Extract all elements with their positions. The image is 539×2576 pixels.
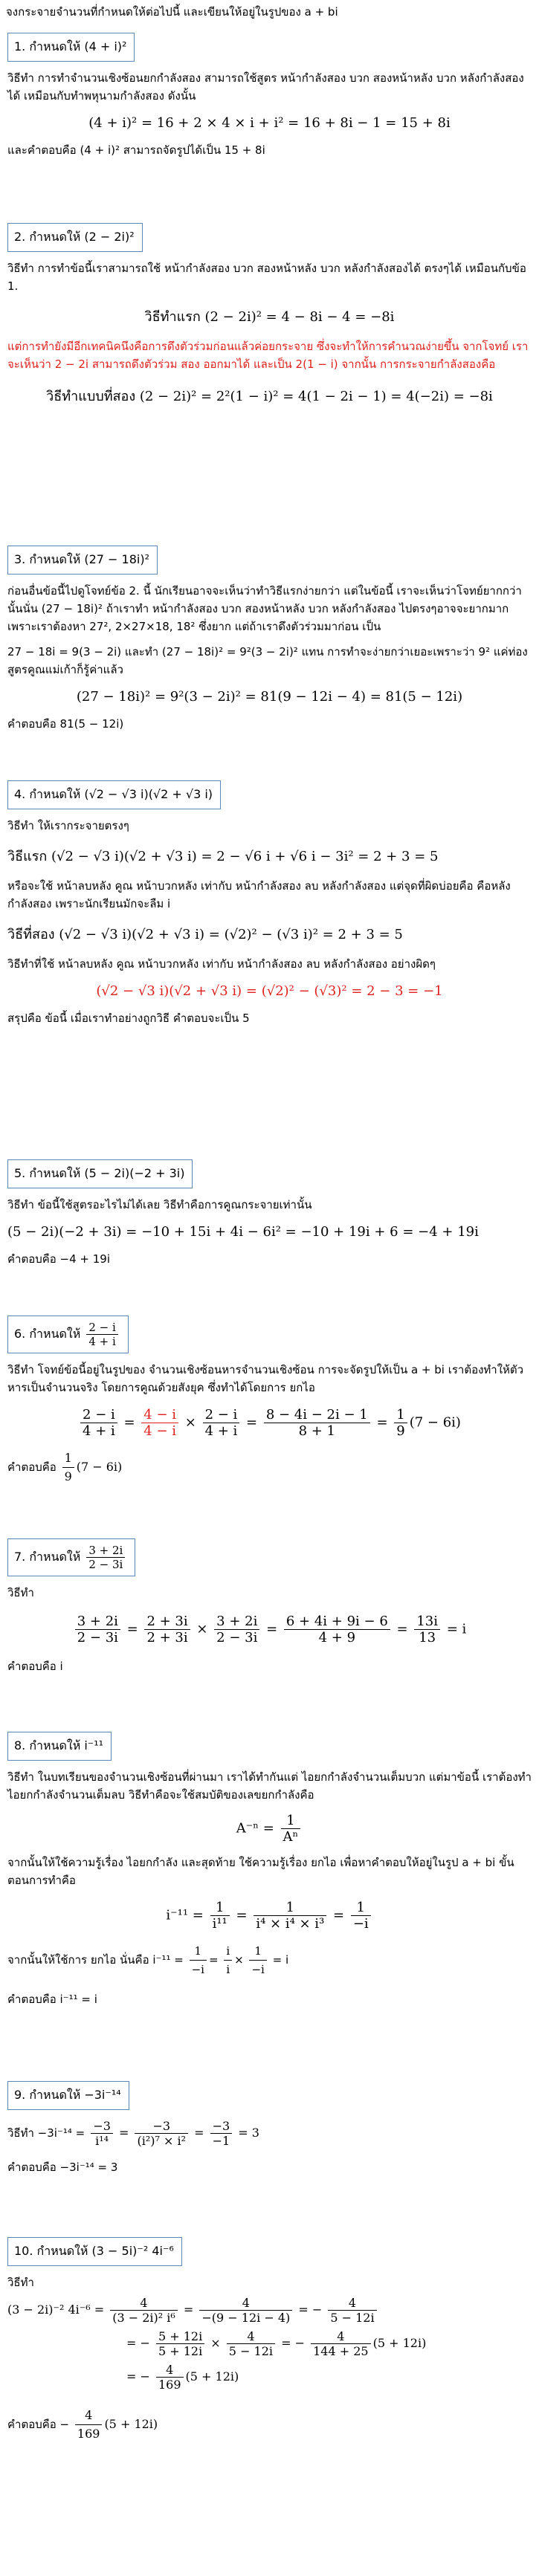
q10-answer: คำตอบคือ − $\frac{4}{169}$ (5 + 12i)	[7, 2408, 158, 2441]
q4-equation-1: วิธีแรก (√2 − √3 i)(√2 + √3 i) = 2 − √6 i + √6 i − 3i² = 2 + 3 = 5	[7, 849, 439, 864]
intro-text: จงกระจายจำนวนที่กำหนดให้ต่อไปนี้ และเขียนให้อยู่ในรูปของ a + bi	[6, 5, 338, 19]
question-10	[7, 2237, 532, 2443]
q3-answer: คำตอบคือ 81(5 − 12i)	[7, 717, 124, 731]
q8-answer: คำตอบคือ i⁻¹¹ = i	[7, 1993, 97, 2006]
q10-equation-row-3: = − $\frac{4}{169}$ (5 + 12i)	[126, 2363, 239, 2392]
q5-explanation: วิธีทำ ข้อนี้ใช้สูตรอะไรไม่ได้เลย วิธีทำคือการคูณกระจายเท่านั้น	[7, 1198, 312, 1211]
question-8	[7, 1732, 532, 2008]
question-2-label: 2. กำหนดให้ (2 − 2i)²	[7, 223, 143, 252]
q8-exponent-law: A⁻ⁿ = $\frac{1}{\text{Aⁿ}}$	[7, 1813, 532, 1845]
q4-equation-2: วิธีที่สอง (√2 − √3 i)(√2 + √3 i) = (√2)² − (√3 i)² = 2 + 3 = 5	[7, 927, 403, 942]
question-5	[7, 1159, 532, 1268]
q3-explanation-1: ก่อนอื่นข้อนี้ไปดูโจทย์ข้อ 2. นี้ นักเรียนอาจจะเห็นว่าทำวิธีแรกง่ายกว่า แต่ในข้อนี้ เราจะเห็นว่าโจทย์ยากกว่านั้นนั่น (27 − 18i)² ถ้าเราทำ หน้ากำลังสอง บวก สองหน้าหลัง บวก หลังกำลังสอง ไปตรงๆอาจจะยากมาก เพราะเราต้องหา 27², 2×27×18, 18² ซึ่งยาก แต่ถ้าเราดึงตัวร่วมมาก่อน เป็น	[7, 584, 522, 633]
q4-explanation: วิธีทำ ให้เรากระจายตรงๆ	[7, 819, 129, 832]
q6-equation: $\frac{2 - i}{4 + i}$ = $\frac{4 - i}{4 - i}$ × $\frac{2 - i}{4 + i}$ = $\frac{8 - 4i - 2i - 1}{8 + 1}$ = $\frac{1}{9}$ (7 − 6i)	[7, 1407, 532, 1439]
q10-explanation: วิธีทำ	[7, 2276, 34, 2289]
q8-explanation-2: จากนั้นให้ใช้ความรู้เรื่อง ไอยกกำลัง และสุดท้าย ใช้ความรู้เรื่อง ยกไอ เพื่อหาคำตอบให้อยู่ในรูป a + bi ขั้นตอนการทำคือ	[7, 1856, 514, 1887]
q4-explanation-3: วิธีทำที่ใช้ หน้าลบหลัง คูณ หน้าบวกหลัง เท่ากับ หน้ากำลังสอง ลบ หลังกำลังสอง อย่างผิดๆ	[7, 957, 436, 971]
question-3	[7, 546, 532, 733]
q3-equation: (27 − 18i)² = 9²(3 − 2i)² = 81(9 − 12i − 4) = 81(5 − 12i)	[76, 689, 463, 705]
q8-explanation: วิธีทำ ในบทเรียนของจำนวนเชิงซ้อนที่ผ่านมา เราได้ทำกันแต่ ไอยกกำลังจำนวนเต็มบวก แต่มาข้อนี้ เราต้องทำ ไอยกกำลังจำนวนเต็มลบ วิธีทำคือจะใช้สมบัติของเลขยกกำลังคือ	[7, 1770, 532, 1802]
question-6	[7, 1315, 532, 1486]
q8-equation: i⁻¹¹ = $\frac{1}{\text{i¹¹}}$ = $\frac{1}{\text{i⁴ × i⁴ × i³}}$ = $\frac{1}{-i}$	[7, 1900, 532, 1932]
q6-explanation: วิธีทำ โจทย์ข้อนี้อยู่ในรูปของ จำนวนเชิงซ้อนหารจำนวนเชิงซ้อน การจะจัดรูปให้เป็น a + bi เราต้องทำให้ตัวหารเป็นจำนวนจริง โดยการคูณด้วยสังยุค ซึ่งทำได้โดยการ ยกไอ	[7, 1363, 524, 1394]
q10-equation-row-2: = − $\frac{5 + 12i}{5 + 12i}$ × $\frac{4}{5 - 12i}$ = − $\frac{4}{144 + 25}$ (5 + 12i)	[126, 2329, 427, 2358]
q9-answer: คำตอบคือ −3i⁻¹⁴ = 3	[7, 2161, 118, 2174]
q2-explanation: วิธีทำ การทำข้อนี้เราสามารถใช้ หน้ากำลังสอง บวก สองหน้าหลัง บวก หลังกำลังสองได้ ตรงๆได้ เหมือนกับข้อ 1.	[7, 262, 526, 293]
question-1-label: 1. กำหนดให้ (4 + i)²	[7, 33, 135, 62]
question-4	[7, 780, 532, 1027]
question-6-label: 6. กำหนดให้ $\frac{2 - i}{4 + i}$	[7, 1315, 129, 1353]
q4-equation-wrong: (√2 − √3 i)(√2 + √3 i) = (√2)² − (√3)² = 2 − 3 = −1	[96, 983, 443, 999]
question-4-label: 4. กำหนดให้ (√2 − √3 i)(√2 + √3 i)	[7, 780, 221, 809]
q2-technique: แต่การทำยังมีอีกเทคนิคนึงคือการดึงตัวร่วมก่อนแล้วค่อยกระจาย ซึ่งจะทำให้การคำนวณง่ายขึ้น จากโจทย์ เราจะเห็นว่า 2 − 2i สามารถดึงตัวร่วม สอง ออกมาได้ และเป็น 2(1 − i) จากนั้น การกระจายกำลังสองคือ	[7, 340, 529, 371]
q7-equation: $\frac{3 + 2i}{2 - 3i}$ = $\frac{2 + 3i}{2 + 3i}$ × $\frac{3 + 2i}{2 - 3i}$ = $\frac{6 + 4i + 9i - 6}{4 + 9}$ = $\frac{13i}{13}$ = i	[7, 1614, 532, 1645]
q2-equation-2: วิธีทำแบบที่สอง (2 − 2i)² = 2²(1 − i)² = 4(1 − 2i − 1) = 4(−2i) = −8i	[46, 389, 493, 404]
question-7-label: 7. กำหนดให้ $\frac{3 + 2i}{2 - 3i}$	[7, 1538, 135, 1576]
question-2	[7, 223, 532, 418]
question-9-label: 9. กำหนดให้ −3i⁻¹⁴	[7, 2081, 129, 2110]
q3-explanation-2: 27 − 18i = 9(3 − 2i) และทำ (27 − 18i)² = 9²(3 − 2i)² แทน การทำจะง่ายกว่าเยอะเพราะว่า 9² แค่ท่องสูตรคูณแม่เก้าก็รู้ค่าแล้ว	[7, 645, 528, 676]
q7-explanation: วิธีทำ	[7, 1586, 34, 1599]
question-10-label: 10. กำหนดให้ (3 − 5i)⁻² 4i⁻⁶	[7, 2237, 182, 2266]
q5-equation: (5 − 2i)(−2 + 3i) = −10 + 15i + 4i − 6i² = −10 + 19i + 6 = −4 + 19i	[7, 1224, 479, 1240]
q5-answer: คำตอบคือ −4 + 19i	[7, 1252, 111, 1266]
q7-answer: คำตอบคือ i	[7, 1660, 63, 1673]
q1-explanation: วิธีทำ การทำจำนวนเชิงซ้อนยกกำลังสอง สามารถใช้สูตร หน้ากำลังสอง บวก สองหน้าหลัง บวก หลังกำลังสองได้ เหมือนกับทำพหุนามกำลังสอง ดังนั้น	[7, 71, 524, 103]
q1-equation: (4 + i)² = 16 + 2 × 4 × i + i² = 16 + 8i − 1 = 15 + 8i	[88, 115, 451, 131]
question-1	[7, 33, 532, 159]
q2-equation-1: วิธีทำแรก (2 − 2i)² = 4 − 8i − 4 = −8i	[144, 309, 395, 325]
q10-equation-row-1: (3 − 2i)⁻² 4i⁻⁶ = $\frac{4}{\text{(3 − 2i)² i⁶}}$ = $\frac{4}{-(9 - 12i - 4)}$ = − $\frac{4}{5 - 12i}$	[7, 2296, 532, 2325]
q8-explanation-3: จากนั้นให้ใช้การ ยกไอ นั่นคือ i⁻¹¹ = $\frac{1}{-i}$ = $\frac{i}{i}$ × $\frac{1}{-i}$ = i	[7, 1942, 532, 1978]
q4-answer: สรุปคือ ข้อนี้ เมื่อเราทำอย่างถูกวิธี คำตอบจะเป็น 5	[7, 1012, 250, 1025]
q4-explanation-2: หรือจะใช้ หน้าลบหลัง คูณ หน้าบวกหลัง เท่ากับ หน้ากำลังสอง ลบ หลังกำลังสอง แต่จุดที่ผิดบ่อยคือ คือหลังกำลังสอง เพราะนักเรียนมักจะลืม i	[7, 879, 511, 910]
q9-equation: วิธีทำ −3i⁻¹⁴ = $\frac{-3}{\text{i¹⁴}}$ = $\frac{-3}{\text{(i²)⁷ × i²}}$ = $\frac{-3}{-1}$ = 3	[7, 2119, 259, 2148]
q1-answer: และคำตอบคือ (4 + i)² สามารถจัดรูปได้เป็น 15 + 8i	[7, 143, 265, 157]
question-8-label: 8. กำหนดให้ i⁻¹¹	[7, 1732, 112, 1761]
q6-answer: คำตอบคือ $\frac{1}{9}$ (7 − 6i)	[7, 1451, 123, 1483]
question-9	[7, 2081, 532, 2176]
question-5-label: 5. กำหนดให้ (5 − 2i)(−2 + 3i)	[7, 1159, 193, 1188]
question-7	[7, 1538, 532, 1675]
question-3-label: 3. กำหนดให้ (27 − 18i)²	[7, 546, 158, 575]
